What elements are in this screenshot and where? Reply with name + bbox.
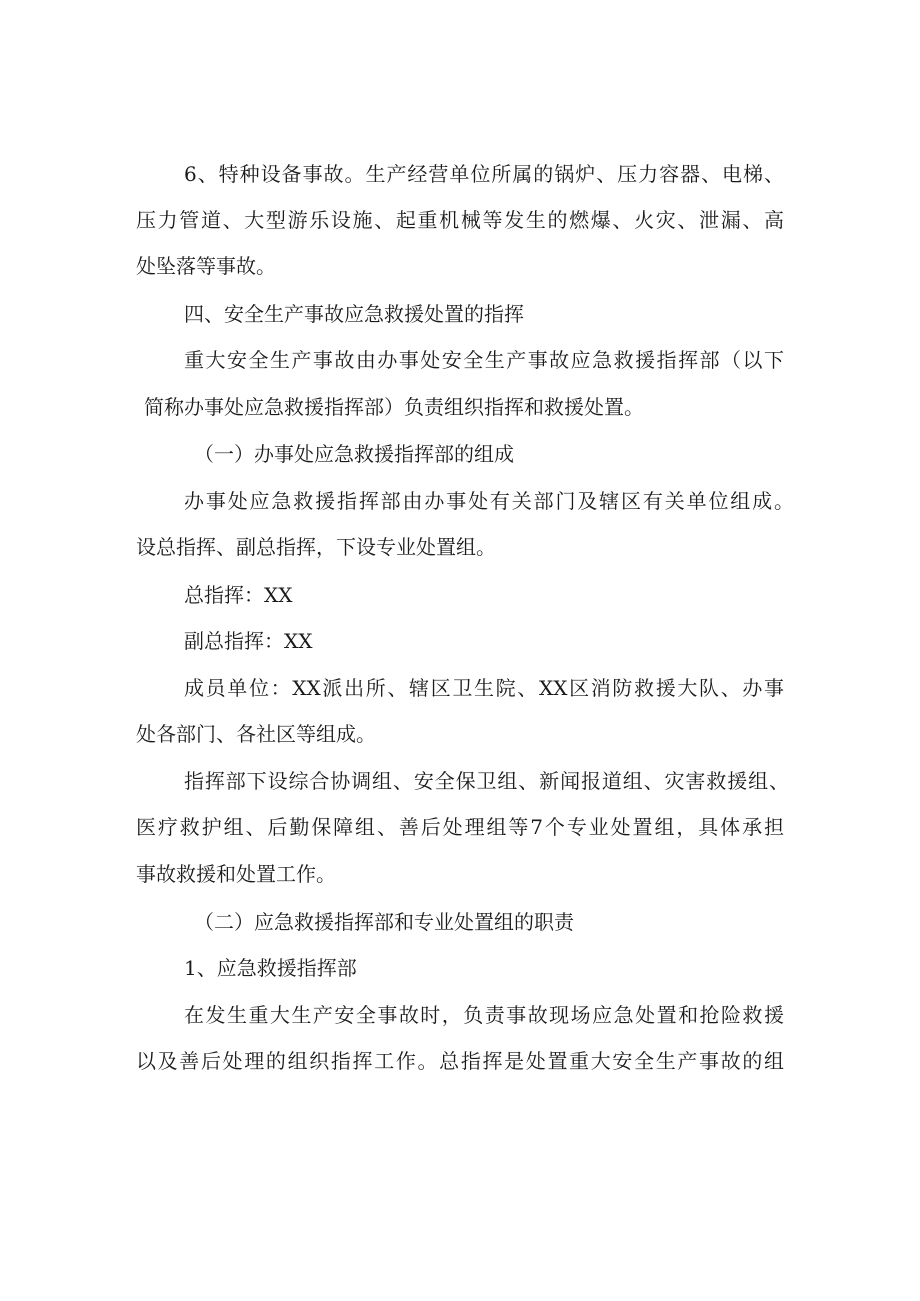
paragraph-line: 成员单位：XX派出所、辖区卫生院、XX区消防救援大队、办事 xyxy=(184,676,784,700)
paragraph-line: 压力管道、大型游乐设施、起重机械等发生的燃爆、火灾、泄漏、高 xyxy=(136,208,784,232)
paragraph-line: 以及善后处理的组织指挥工作。总指挥是处置重大安全生产事故的组 xyxy=(136,1049,784,1073)
paragraph-line: 重大安全生产事故由办事处安全生产事故应急救援指挥部（以下 xyxy=(184,348,784,372)
chief-commander-line: 总指挥：XX xyxy=(184,583,293,607)
paragraph-line: 事故救援和处置工作。 xyxy=(136,862,336,886)
paragraph-line: 处坠落等事故。 xyxy=(136,254,276,278)
paragraph-line: 医疗救护组、后勤保障组、善后处理组等7个专业处置组，具体承担 xyxy=(136,815,784,839)
subsection-heading: （一）办事处应急救援指挥部的组成 xyxy=(194,442,514,466)
paragraph-line: 处各部门、各社区等组成。 xyxy=(136,722,376,746)
paragraph-line: 办事处应急救援指挥部由办事处有关部门及辖区有关单位组成。 xyxy=(184,489,794,513)
deputy-commander-line: 副总指挥：XX xyxy=(184,629,313,653)
item-heading: 1、应急救援指挥部 xyxy=(184,956,357,980)
paragraph-line: 指挥部下设综合协调组、安全保卫组、新闻报道组、灾害救援组、 xyxy=(184,769,789,793)
section-heading: 四、安全生产事故应急救援处置的指挥 xyxy=(184,302,524,326)
paragraph-line: 6、特种设备事故。生产经营单位所属的锅炉、压力容器、电梯、 xyxy=(184,162,784,186)
subsection-heading: （二）应急救援指挥部和专业处置组的职责 xyxy=(194,910,574,934)
paragraph-line: 在发生重大生产安全事故时，负责事故现场应急处置和抢险救援 xyxy=(184,1003,784,1027)
paragraph-line: 设总指挥、副总指挥，下设专业处置组。 xyxy=(136,535,496,559)
paragraph-line: 简称办事处应急救援指挥部）负责组织指挥和救援处置。 xyxy=(144,395,644,419)
